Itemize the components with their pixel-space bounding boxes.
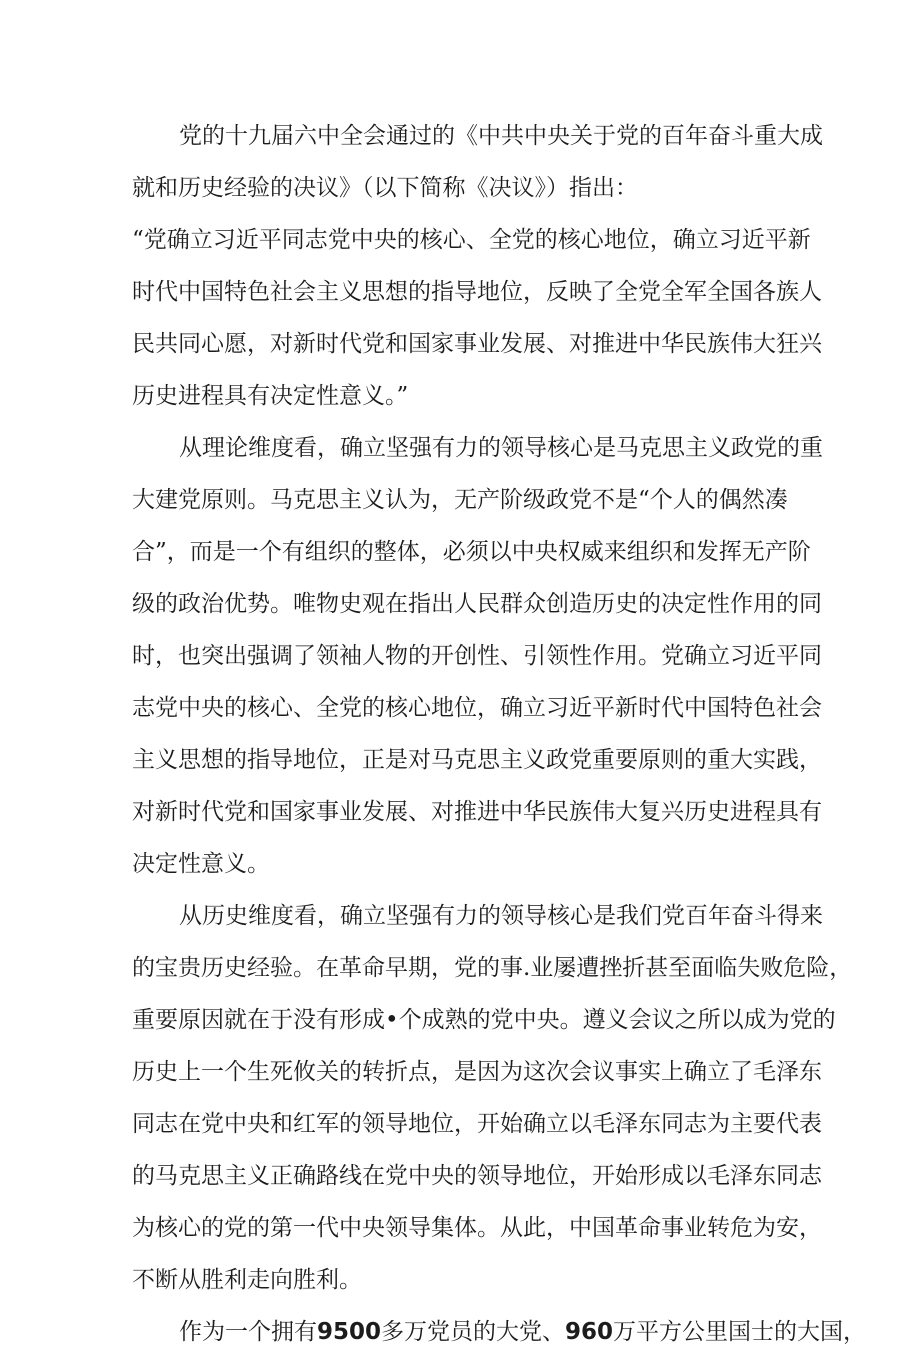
paragraph-line: 不断从胜利走向胜利。	[132, 1267, 362, 1293]
paragraph-line: 决定性意义。	[132, 851, 270, 877]
paragraph-line: 历史上一个生死攸关的转折点，是因为这次会议事实上确立了毛泽东	[132, 1059, 822, 1085]
text-segment: 多万党员的大党、	[381, 1319, 566, 1345]
paragraph-line: 就和历史经验的决议》（以下简称《决议》）指出：	[132, 175, 638, 201]
quote-line: 民共同心愿，对新时代党和国家事业发展、对推进中华民族伟大狂兴	[132, 331, 822, 357]
paragraph-line: 重要原因就在于没有形成•个成熟的党中央。遵义会议之所以成为党的	[132, 1007, 836, 1033]
paragraph-line: 主义思想的指导地位，正是对马克思主义政党重要原则的重大实践，	[132, 747, 822, 773]
paragraph-line: 从理论维度看，确立坚强有力的领导核心是马克思主义政党的重	[179, 435, 823, 461]
quote-line: 时代中国特色社会主义思想的指导地位，反映了全党全军全国各族人	[132, 279, 822, 305]
paragraph-line: 为核心的党的第一代中央领导集体。从此，中国革命事业转危为安，	[132, 1215, 822, 1241]
paragraph-line: 的宝贵历史经验。在革命早期，党的事.业屡遭挫折甚至面临失败危险，	[132, 955, 853, 981]
paragraph-line: 从历史维度看，确立坚强有力的领导核心是我们党百年奋斗得来	[179, 903, 823, 929]
paragraph-line: 的马克思主义正确路线在党中央的领导地位，开始形成以毛泽东同志	[132, 1163, 822, 1189]
text-segment: 万平方公里国士的大国，	[613, 1319, 867, 1345]
paragraph-line: 大建党原则。马克思主义认为，无产阶级政党不是“个人的偶然凑	[132, 487, 788, 513]
quote-line: “党确立习近平同志党中央的核心、全党的核心地位，确立习近平新	[132, 227, 811, 253]
paragraph-line: 党的十九届六中全会通过的《中共中央关于党的百年奋斗重大成	[179, 123, 823, 149]
quote-line: 历史进程具有决定性意义。”	[132, 383, 409, 409]
document-body	[132, 110, 867, 1358]
paragraph-line: 志党中央的核心、全党的核心地位，确立习近平新时代中国特色社会	[132, 695, 822, 721]
area-number: 960	[565, 1319, 614, 1345]
paragraph-line-final	[132, 1306, 867, 1358]
text-segment: 作为一个拥有	[179, 1319, 317, 1345]
paragraph-line: 时，也突出强调了领袖人物的开创性、引领性作用。党确立习近平同	[132, 643, 822, 669]
paragraph-line: 级的政治优势。唯物史观在指出人民群众创造历史的决定性作用的同	[132, 591, 822, 617]
paragraph-line: 对新时代党和国家事业发展、对推进中华民族伟大复兴历史进程具有	[132, 799, 822, 825]
member-count-number: 9500	[317, 1319, 382, 1345]
paragraph-line: 同志在党中央和红军的领导地位，开始确立以毛泽东同志为主要代表	[132, 1111, 822, 1137]
paragraph-line: 合”，而是一个有组织的整体，必须以中央权威来组织和发挥无产阶	[132, 539, 811, 565]
